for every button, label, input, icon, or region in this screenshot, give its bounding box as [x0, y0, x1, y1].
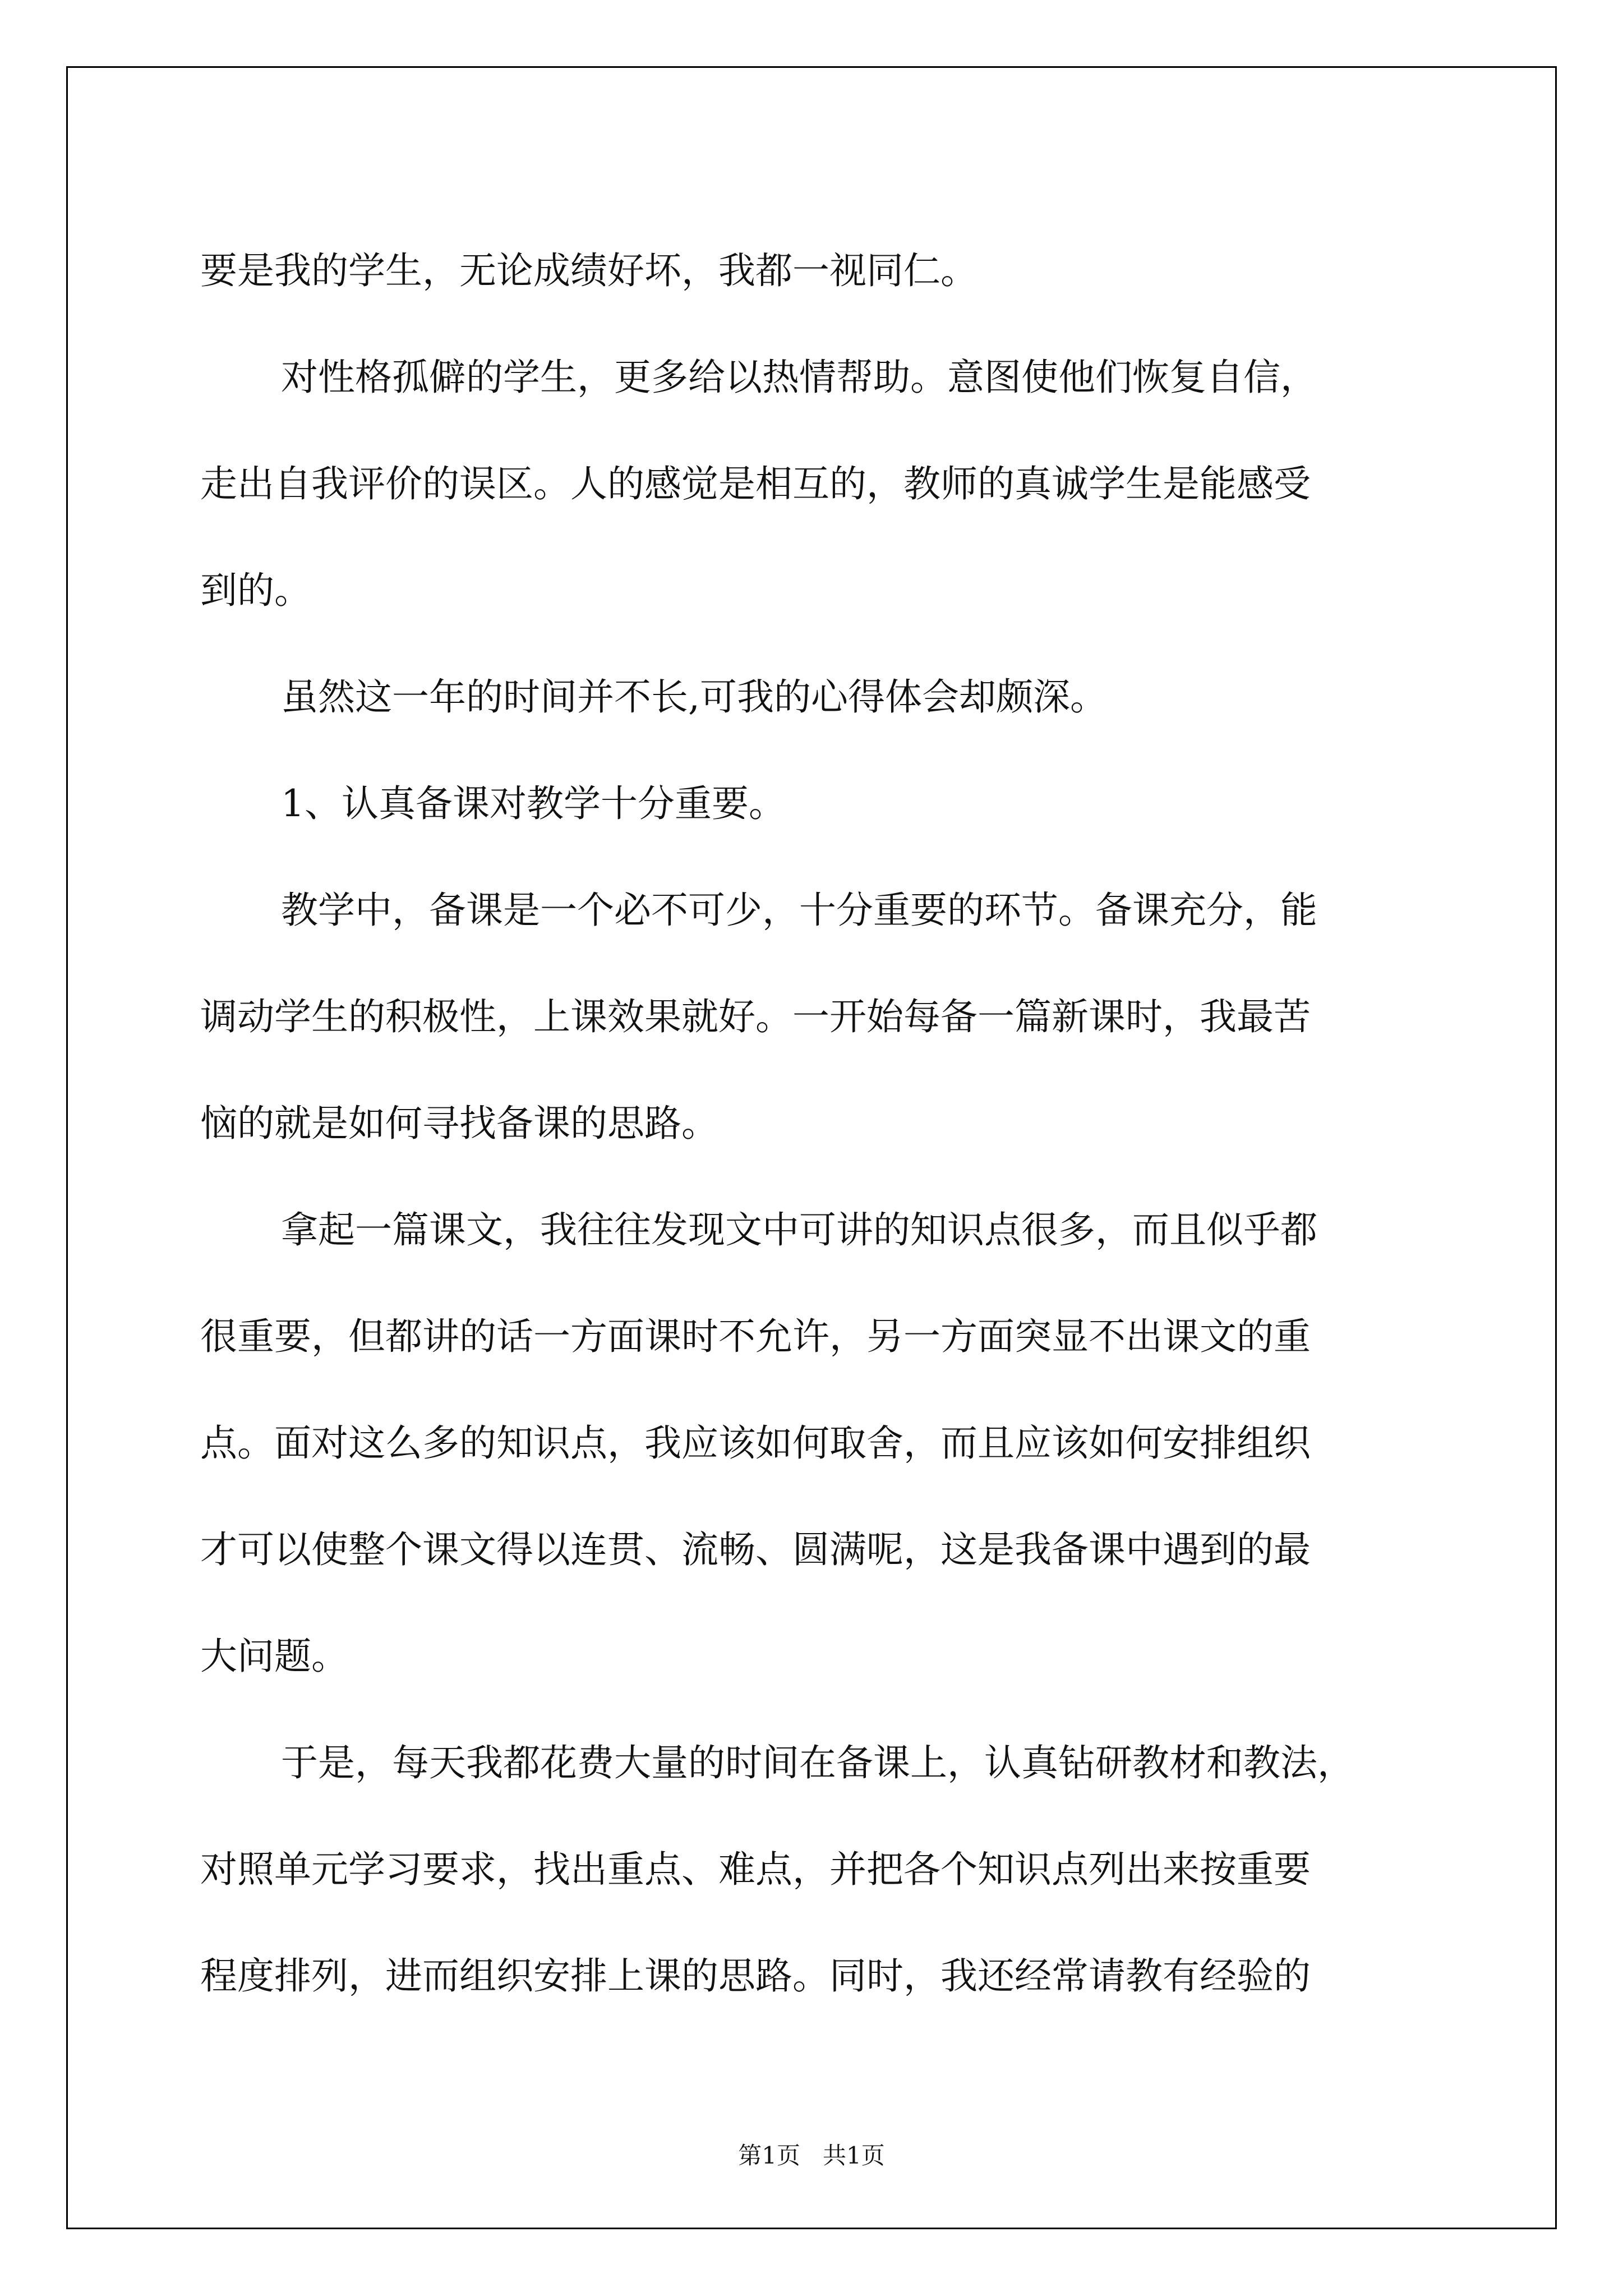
text-line: 虽然这一年的时间并不长,可我的心得体会却颇深。 [281, 675, 1107, 719]
text-line: 于是，每天我都花费大量的时间在备课上，认真钻研教材和教法， [281, 1741, 1354, 1784]
text-line: 对照单元学习要求，找出重点、难点，并把各个知识点列出来按重要 [200, 1848, 1311, 1891]
page-number-footer: 第1页 共1页 [738, 2142, 885, 2169]
text-line: 1、认真备课对教学十分重要。 [281, 782, 786, 825]
text-line: 调动学生的积极性，上课效果就好。一开始每备一篇新课时，我最苦 [200, 995, 1311, 1038]
text-line: 恼的就是如何寻找备课的思路。 [200, 1102, 718, 1145]
text-line: 教学中，备课是一个必不可少，十分重要的环节。备课充分，能 [281, 889, 1317, 932]
text-line: 走出自我评价的误区。人的感觉是相互的，教师的真诚学生是能感受 [200, 462, 1311, 505]
text-line: 拿起一篇课文，我往往发现文中可讲的知识点很多，而且似乎都 [281, 1208, 1317, 1251]
text-line: 对性格孤僻的学生，更多给以热情帮助。意图使他们恢复自信， [281, 356, 1317, 399]
text-line: 大问题。 [200, 1635, 348, 1678]
document-body [200, 218, 1434, 2030]
text-line: 要是我的学生，无论成绩好坏，我都一视同仁。 [200, 249, 978, 292]
text-line: 到的。 [200, 569, 311, 612]
text-line: 程度排列，进而组织安排上课的思路。同时，我还经常请教有经验的 [200, 1954, 1311, 1998]
text-line: 很重要，但都讲的话一方面课时不允许，另一方面突显不出课文的重 [200, 1315, 1311, 1358]
text-line: 点。面对这么多的知识点，我应该如何取舍，而且应该如何安排组织 [200, 1421, 1311, 1465]
text-line: 才可以使整个课文得以连贯、流畅、圆满呢，这是我备课中遇到的最 [200, 1528, 1311, 1571]
